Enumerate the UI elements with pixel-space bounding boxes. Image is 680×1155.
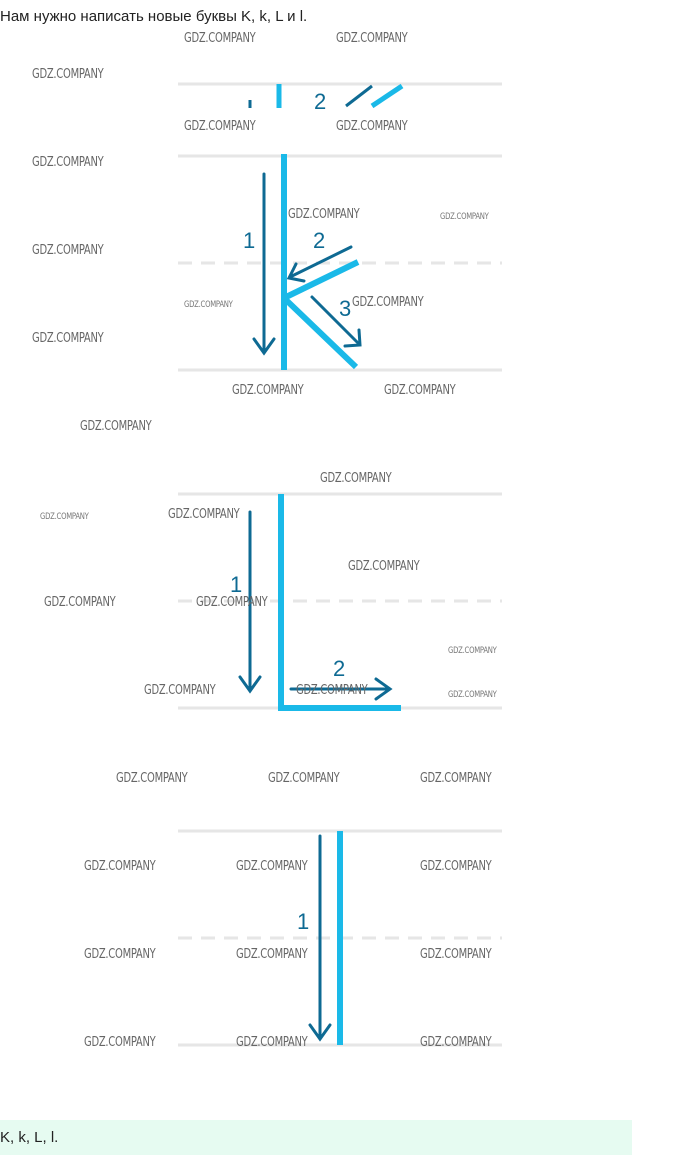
step-number: 1	[297, 909, 310, 934]
watermark: GDZ.COMPANY	[448, 690, 497, 700]
watermark: GDZ.COMPANY	[420, 1035, 492, 1050]
watermark: GDZ.COMPANY	[420, 771, 492, 786]
watermark: GDZ.COMPANY	[448, 646, 497, 656]
watermark: GDZ.COMPANY	[32, 243, 104, 258]
step-number: 1	[243, 228, 256, 253]
watermark: GDZ.COMPANY	[32, 67, 104, 82]
step-number: 2	[333, 656, 346, 681]
watermark: GDZ.COMPANY	[184, 31, 256, 46]
watermark: GDZ.COMPANY	[184, 300, 233, 310]
watermark: GDZ.COMPANY	[352, 295, 424, 310]
watermark: GDZ.COMPANY	[84, 947, 156, 962]
watermark: GDZ.COMPANY	[296, 683, 368, 698]
watermark: GDZ.COMPANY	[384, 383, 456, 398]
watermark: GDZ.COMPANY	[336, 119, 408, 134]
step-number: 3	[339, 296, 352, 321]
watermark: GDZ.COMPANY	[80, 419, 152, 434]
watermark: GDZ.COMPANY	[268, 771, 340, 786]
watermark: GDZ.COMPANY	[40, 512, 89, 522]
watermark: GDZ.COMPANY	[288, 207, 360, 222]
watermark: GDZ.COMPANY	[32, 155, 104, 170]
answer-box: K, k, L, l.	[0, 1120, 632, 1155]
watermark: GDZ.COMPANY	[236, 859, 308, 874]
watermark: GDZ.COMPANY	[420, 859, 492, 874]
watermark: GDZ.COMPANY	[84, 859, 156, 874]
watermark: GDZ.COMPANY	[420, 947, 492, 962]
step-number: 2	[313, 228, 326, 253]
watermark: GDZ.COMPANY	[116, 771, 188, 786]
watermark: GDZ.COMPANY	[196, 595, 268, 610]
watermark: GDZ.COMPANY	[440, 212, 489, 222]
watermark: GDZ.COMPANY	[236, 947, 308, 962]
step-number: 1	[230, 572, 243, 597]
watermark: GDZ.COMPANY	[336, 31, 408, 46]
watermark: GDZ.COMPANY	[236, 1035, 308, 1050]
watermark: GDZ.COMPANY	[348, 559, 420, 574]
watermark: GDZ.COMPANY	[144, 683, 216, 698]
watermark: GDZ.COMPANY	[320, 471, 392, 486]
watermark: GDZ.COMPANY	[44, 595, 116, 610]
watermark: GDZ.COMPANY	[184, 119, 256, 134]
task-text: Нам нужно написать новые буквы K, k, L и l.	[0, 8, 308, 25]
watermark: GDZ.COMPANY	[84, 1035, 156, 1050]
watermark: GDZ.COMPANY	[232, 383, 304, 398]
watermark: GDZ.COMPANY	[168, 507, 240, 522]
step-number: 2	[314, 89, 327, 114]
watermark: GDZ.COMPANY	[32, 331, 104, 346]
